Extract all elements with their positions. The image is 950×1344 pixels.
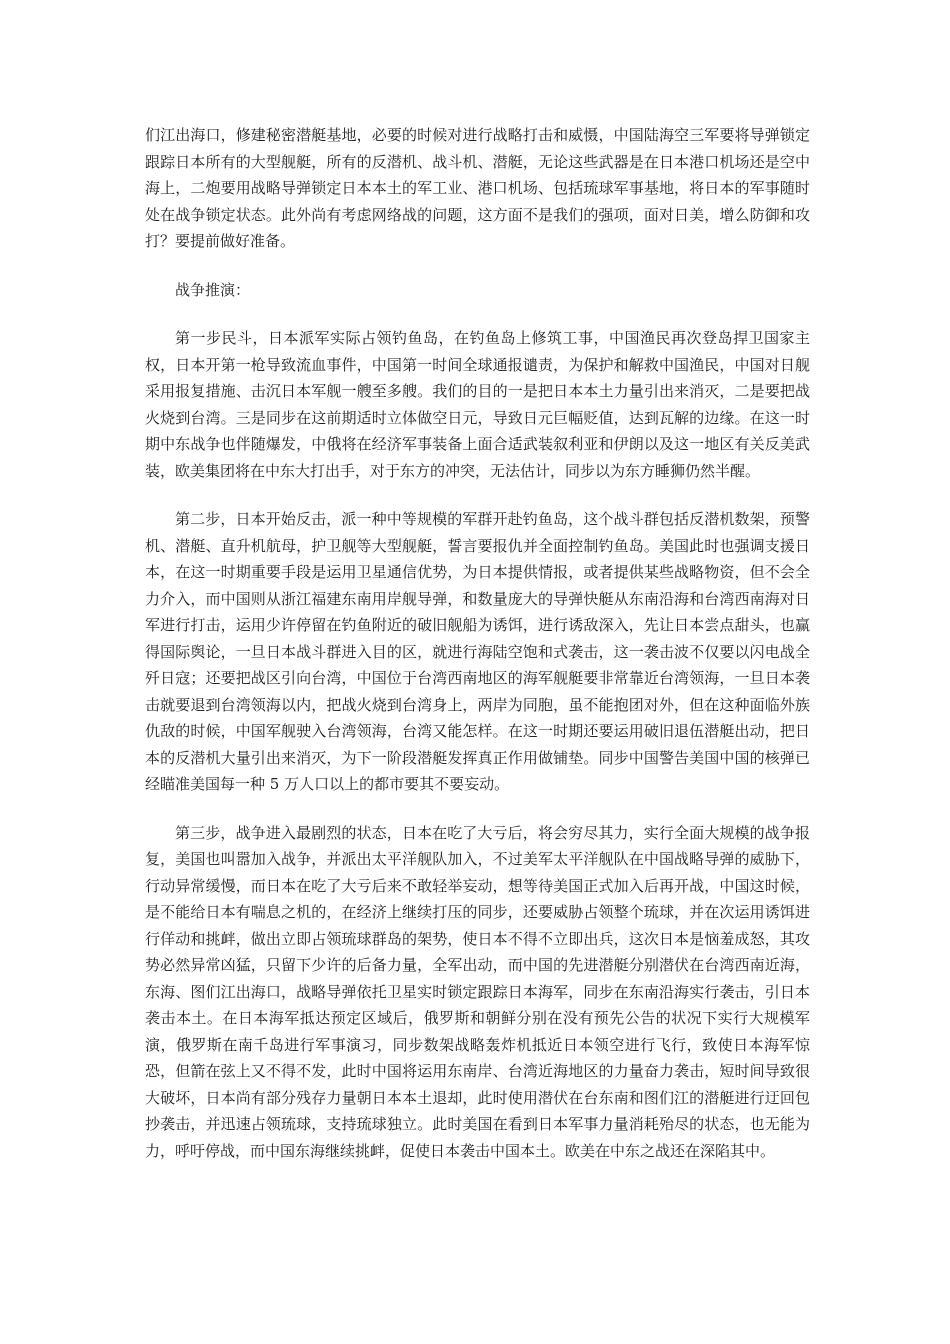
section-heading: 战争推演：: [175, 280, 251, 299]
document-page: [145, 122, 810, 1186]
paragraph-intro: 们江出海口，修建秘密潜艇基地，必要的时候对进行战略打击和威慑，中国陆海空三军要将导弹锁定跟踪日本所有的大型舰艇，所有的反潜机、战斗机、潜艇，无论这些武器是在日本港口机场还是空中海上，二炮要用战略导弹锁定日本本土的军工业、港口机场、包括琉球军事基地，将日本的军事随时处在战争锁定状态。此外尚有考虑网络战的问题，这方面不是我们的强项，面对日美，增么防御和攻打？要提前做好准备。: [145, 126, 810, 250]
paragraph-step-three: 第三步，战争进入最剧烈的状态，日本在吃了大亏后，将会穷尽其力，实行全面大规模的战争报复，美国也叫嚣加入战争，并派出太平洋舰队加入，不过美军太平洋舰队在中国战略导弹的威胁下，行动异常缓慢，而日本在吃了大亏后来不敢轻举妄动，想等待美国正式加入后再开战，中国这时候，是不能给日本有喘息之机的，在经济上继续打压的同步，还要威胁占领整个琉球，并在次运用诱饵进行佯动和挑衅，做出立即占领琉球群岛的架势，使日本不得不立即出兵，这次日本是恼羞成怒，其攻势必然异常凶猛，只留下少许的后备力量，全军出动，而中国的先进潜艇分别潜伏在台湾西南近海，东海、图们江出海口，战略导弹依托卫星实时锁定跟踪日本海军，同步在东南沿海实行袭击，引日本袭击本土。在日本海军抵达预定区域后，俄罗斯和朝鲜分别在没有预先公告的状况下实行大规模军演，俄罗斯在南千岛进行军事演习，同步数架战略轰炸机抵近日本领空进行飞行，致使日本海军惊恐，但箭在弦上又不得不发，此时中国将运用东南岸、台湾近海地区的力量奋力袭击，短时间导致很大破坏，日本尚有部分残存力量朝日本本土退却，此时使用潜伏在台东南和图们江的潜艇进行迂回包抄袭击，并迅速占领琉球，支持琉球独立。此时美国在看到日本军事力量消耗殆尽的状态，也无能为力，呼吁停战，而中国东海继续挑衅，促使日本袭击中国本土。欧美在中东之战还在深陷其中。: [145, 823, 810, 1160]
paragraph-step-two: 第二步，日本开始反击，派一种中等规模的军群开赴钓鱼岛，这个战斗群包括反潜机数架，预警机、潜艇、直升机航母，护卫舰等大型舰艇，誓言要报仇并全面控制钓鱼岛。美国此时也强调支援日本，在这一时期重要手段是运用卫星通信优势，为日本提供情报，或者提供某些战略物资，但不会全力介入，而中国则从浙江福建东南用岸舰导弹，和数量庞大的导弹快艇从东南沿海和台湾西南海对日军进行打击，运用少许停留在钓鱼附近的破旧舰船为诱饵，进行诱敌深入，先让日本尝点甜头，也赢得国际舆论，一旦日本战斗群进入目的区，就进行海陆空饱和式袭击，这一袭击波不仅要以闪电战全歼日寇；还要把战区引向台湾，中国位于台湾西南地区的海军舰艇要非常靠近台湾领海，一旦日本袭击就要退到台湾领海以内，把战火烧到台湾身上，两岸为同胞，虽不能抱团对外，但在这种面临外族仇敌的时候，中国军舰驶入台湾领海，台湾又能怎样。在这一时期还要运用破旧退伍潜艇出动，把日本的反潜机大量引出来消灭，为下一阶段潜艇发挥真正作用做铺垫。同步中国警告美国中国的核弹已经瞄准美国每一种 5 万人口以上的都市要其不要妄动。: [145, 510, 810, 793]
paragraph-step-one: 第一步民斗，日本派军实际占领钓鱼岛，在钓鱼岛上修筑工事，中国渔民再次登岛捍卫国家主权，日本开第一枪导致流血事件，中国第一时间全球通报谴责，为保护和解救中国渔民，中国对日舰采用报复措施、击沉日本军舰一艘至多艘。我们的目的一是把日本本土力量引出来消灭，二是要把战火烧到台湾。三是同步在这前期适时立体做空日元，导致日元巨幅贬值，达到瓦解的边缘。在这一时期中东战争也伴随爆发，中俄将在经济军事装备上面合适武装叙利亚和伊朗以及这一地区有关反美武装，欧美集团将在中东大打出手，对于东方的冲突，无法估计，同步以为东方睡狮仍然半醒。: [145, 329, 810, 480]
